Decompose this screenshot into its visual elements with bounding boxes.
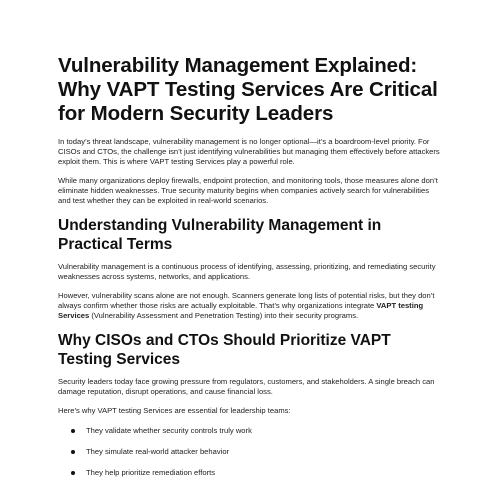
section-heading-understanding: Understanding Vulnerability Management in Practical Terms xyxy=(58,217,382,254)
list-item xyxy=(58,447,440,457)
article xyxy=(58,54,440,478)
vapt-services-strong-text: VAPT testing Services xyxy=(58,300,424,321)
section-heading-why-prioritize: Why CISOs and CTOs Should Prioritize VAPT Testing Services xyxy=(58,332,391,369)
bullet-dot-icon xyxy=(71,429,75,433)
section1-paragraph-1: Vulnerability management is a continuous process of identifying, assessing, prioritizing, and remediating security weaknesses across systems, networks, and applications. xyxy=(58,262,436,282)
list-item xyxy=(58,426,440,436)
bullet-dot-icon xyxy=(71,450,75,454)
article-title: Vulnerability Management Explained: Why VAPT Testing Services Are Critical for Modern Security Leaders xyxy=(58,54,438,125)
section2-paragraph-1: Security leaders today face growing pressure from regulators, customers, and stakeholders. A single breach can damage reputation, disrupt operations, and cause financial loss. xyxy=(58,377,435,397)
benefits-list xyxy=(58,426,440,479)
section2-paragraph-2: Here’s why VAPT testing Services are essential for leadership teams: xyxy=(58,405,291,415)
bullet-dot-icon xyxy=(71,471,75,475)
list-item-text: They help prioritize remediation efforts xyxy=(86,468,216,478)
intro-paragraph-2: While many organizations deploy firewalls, endpoint protection, and monitoring tools, those measures alone don’t eliminate hidden weaknesses. True security maturity begins when companies actively search for vulnerabilities and test whether they can be exploited in real-world scenarios. xyxy=(58,175,438,206)
list-item-text: They simulate real-world attacker behavior xyxy=(86,447,230,457)
list-item-text: They validate whether security controls truly work xyxy=(86,425,252,435)
intro-paragraph-1: In today’s threat landscape, vulnerability management is no longer optional—it’s a boardroom-level priority. For CISOs and CTOs, the challenge isn’t just identifying vulnerabilities but managing them effectively before attackers exploit them. This is where VAPT testing Services play a powerful role. xyxy=(58,137,440,167)
section1-paragraph-2 xyxy=(58,291,440,322)
list-item xyxy=(58,468,440,478)
section1-paragraph-2-start: However, vulnerability scans alone are not enough. Scanners generate long lists of potential risks, but they don’t always confirm whether those risks are actually exploitable. That’s why organizations integrate xyxy=(58,290,435,310)
section1-paragraph-2-end: (Vulnerability Assessment and Penetration Testing) into their security programs. xyxy=(89,311,359,321)
